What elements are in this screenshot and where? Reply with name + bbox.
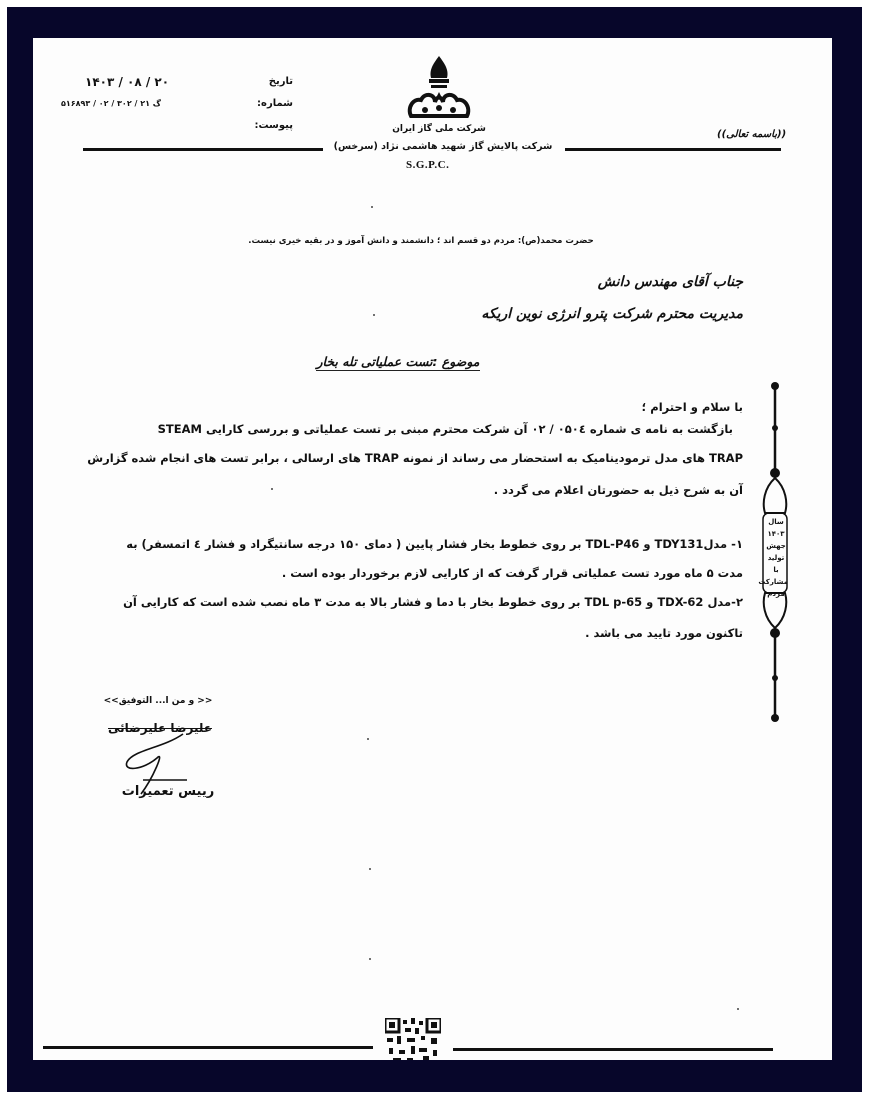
seal-line2: جهش تولید [766,542,786,562]
signatory-name: علیرضا علیرضائی [108,721,212,735]
company-logo [405,52,473,122]
seal-text-block [758,516,788,600]
letter-page [33,38,832,1060]
date-label: تاریخ [268,76,293,87]
seal-line3: با [773,566,779,574]
scan-speck [737,1008,739,1010]
greeting: با سلام و احترام ؛ [641,400,743,414]
subject-wrap [298,354,498,371]
basmala-tag: ((باسمه تعالی)) [717,129,787,140]
footer-rule-left [43,1046,373,1049]
number-label: شماره: [257,98,293,109]
body-para1-line3: آن به شرح ذیل به حضورتان اعلام می گردد . [493,483,743,497]
item1-line2: مدت ۵ ماه مورد تست عملیاتی قرار گرفت که از کارایی لازم برخوردار بوده است . [281,566,743,580]
body-para1-line1: بازگشت به نامه ی شماره ۰۵۰٤ / ۰۲ آن شرکت محترم مبنی بر تست عملیاتی و بررسی کارایی STEAM [157,422,733,436]
qr-code-icon [385,1018,441,1060]
scan-speck [371,206,373,208]
scan-speck [369,958,371,960]
logo-company-name: شرکت ملی گاز ایران [392,124,486,134]
item2-line2: تاکنون مورد تایید می باشد . [585,626,743,640]
seal-line4: مشارکت مردم [758,578,788,598]
item1-line1: ۱- مدلTDY131 و TDL-P46 بر روی خطوط بخار فشار پایین ( دمای ۱۵۰ درجه سانتیگراد و فشار ٤ اتمسفر) به [126,537,743,551]
refinery-abbr: S.G.P.C. [406,159,450,171]
header-rule-left [83,148,323,151]
signatory-title: رییس تعمیرات [121,784,215,799]
refinery-name: شرکت پالایش گاز شهید هاشمی نژاد (سرخس) [333,141,553,152]
seal-line1: سال ۱۴۰۳ [767,518,785,538]
hadith-quote: حضرت محمد(ص): مردم دو قسم اند ؛ دانشمند و دانش آموز و در بقیه خیری نیست. [248,236,594,246]
qr-code[interactable] [385,1018,441,1060]
number-value: ۵۱۶۸۹۳ / ۰۲ / ۳۰۲ / ۲۱ گ [61,99,161,108]
closing-phrase: << و من ا... التوفیق>> [103,696,213,706]
item2-line1: ۲-مدل TDX-62 و TDL p-65 بر روی خطوط بخار با دما و فشار بالا به مدت ۳ ماه نصب شده است که کارایی آن [123,595,743,609]
subject-line: موضوع :تست عملیاتی تله بخار [316,354,480,369]
addressee-name: جناب آقای مهندس دانش [597,274,743,290]
header-rule-right [565,148,781,151]
flame-logo-icon [405,52,473,122]
scan-speck [271,488,273,490]
addressee-org: مدیریت محترم شرکت پترو انرژی نوین اریکه [481,306,743,322]
date-value: ۱۴۰۳ / ۰۸ / ۲۰ [85,75,170,89]
scan-speck [373,314,375,316]
scan-speck [367,738,369,740]
body-para1-line2: TRAP های مدل ترمودینامیک به استحضار می رساند از نمونه TRAP های ارسالی ، برابر تست های انجام شده گزارش [87,451,743,465]
scan-speck [369,868,371,870]
footer-rule-right [453,1048,773,1051]
attachment-label: پیوست: [254,120,293,131]
